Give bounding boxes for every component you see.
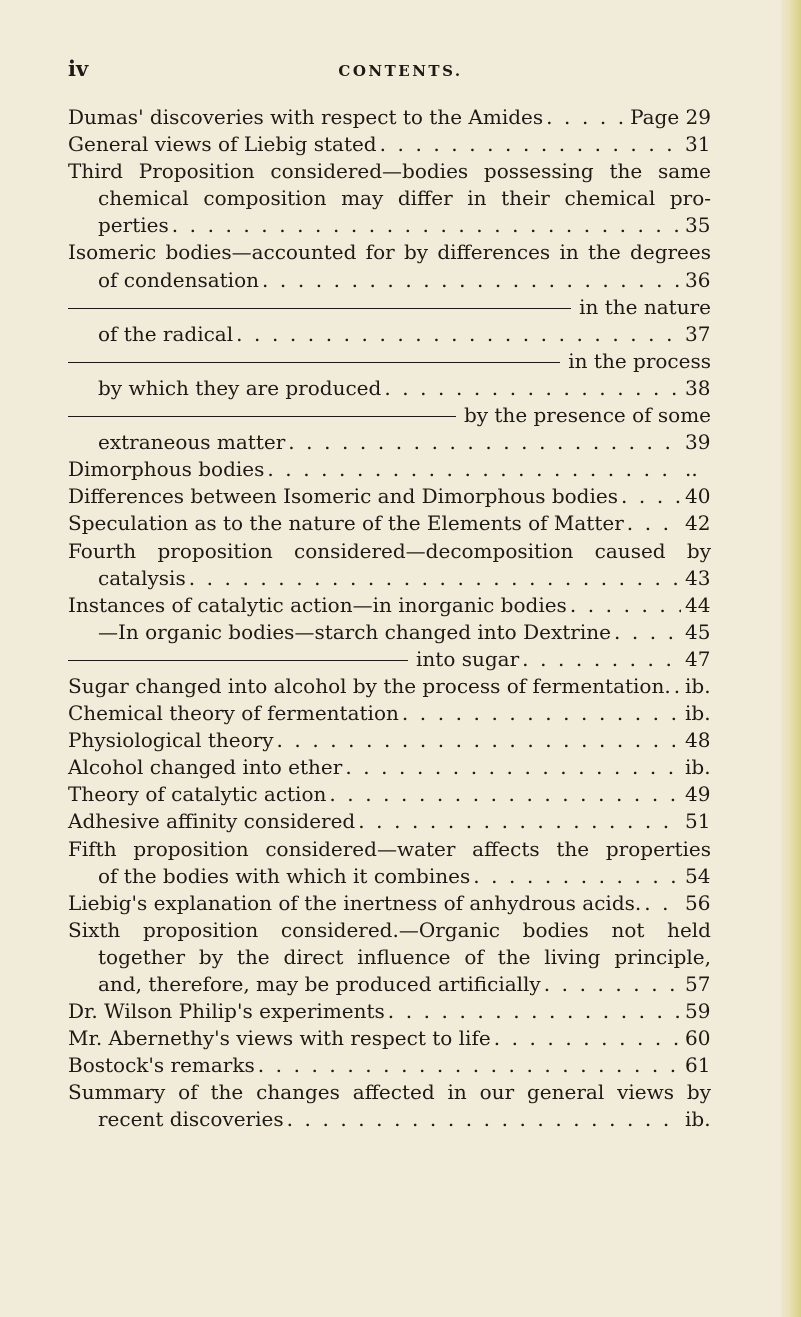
toc-page-number: 39 [685, 430, 711, 455]
toc-entry-line [68, 429, 711, 456]
toc-entry-title: of the radical [98, 321, 234, 346]
ditto-line [68, 402, 711, 429]
toc-entry-line [68, 754, 711, 781]
ditto-rule [68, 362, 560, 363]
leader-dots [277, 727, 681, 754]
toc-entry-title: Dumas' discoveries with respect to the Amides [68, 105, 544, 129]
toc-entry-line: Sixth proposition considered.—Organic bodies not held [68, 917, 711, 942]
toc-entry-line [68, 1052, 711, 1079]
toc-entry [68, 727, 711, 754]
toc-page-number: 56 [685, 890, 711, 915]
toc-page-number: ib. [685, 1107, 711, 1132]
toc-entry-title: and, therefore, may be produced artificially [98, 972, 541, 996]
toc-entry-title: Speculation as to the nature of the Elements of Matter [68, 511, 624, 536]
leader-dots [345, 754, 681, 781]
toc-entry-line [68, 863, 711, 890]
toc-entry-line [68, 321, 711, 348]
toc-page-number: 40 [685, 484, 711, 509]
leader-dots [258, 1052, 681, 1079]
toc-entry [68, 917, 711, 998]
page-header [0, 56, 801, 86]
leader-dots [402, 700, 681, 727]
toc-entry-line [68, 456, 711, 483]
toc-entry-line [68, 998, 711, 1025]
toc-entry-title: Theory of catalytic action [68, 782, 327, 807]
toc-entry [68, 1079, 711, 1133]
toc-entry [68, 348, 711, 402]
toc-page-number: 49 [685, 782, 711, 807]
toc-entry-title: General views of Liebig stated [68, 132, 377, 157]
toc-page-number: ib. [685, 755, 711, 780]
toc-page-number: 38 [685, 375, 711, 400]
toc-entry [68, 104, 711, 131]
toc-page-number: ib. [685, 701, 711, 726]
toc-entry-line [68, 781, 711, 808]
toc-entry [68, 781, 711, 808]
toc-entry [68, 754, 711, 781]
toc-page-number: 31 [685, 132, 711, 157]
toc-entry-line [68, 131, 711, 158]
toc-entry-line [68, 1106, 711, 1133]
ditto-rule [68, 660, 408, 661]
toc-page-number: ib. [685, 673, 711, 698]
toc-entry-title: extraneous matter [98, 430, 286, 455]
toc-entry [68, 619, 711, 646]
toc-entry [68, 510, 711, 537]
leader-dots [267, 456, 681, 483]
leader-dots [388, 998, 681, 1025]
toc-entry-title: Mr. Abernethy's views with respect to life [68, 1026, 491, 1051]
toc-entry [68, 483, 711, 510]
toc-entry-title: Chemical theory of fermentation [68, 701, 399, 726]
toc-entry-line [68, 700, 711, 727]
toc-entry-title: Physiological theory [68, 728, 274, 753]
toc-entry-title: by the presence of some [463, 403, 711, 428]
toc-entry-line: Fifth proposition considered—water affects the properties [68, 836, 711, 861]
toc-entry-title: Dr. Wilson Philip's experiments [68, 999, 385, 1024]
page-edge [781, 0, 801, 1317]
toc-entry-title: by which they are produced [98, 375, 382, 400]
toc-entry-line [68, 565, 711, 592]
toc-entry [68, 592, 711, 619]
toc-entry-title: Differences between Isomeric and Dimorphous bodies [68, 484, 618, 509]
page-number: iv [68, 56, 89, 81]
toc-entry [68, 890, 711, 917]
leader-dots [494, 1025, 681, 1052]
toc-entry-line [68, 592, 711, 619]
toc-page-number: 43 [685, 565, 711, 590]
toc-entry-line: Third Proposition considered—bodies possessing the same [68, 159, 711, 184]
toc-entry-line [68, 727, 711, 754]
toc-entry [68, 402, 711, 456]
toc-entry [68, 1052, 711, 1079]
leader-dots [287, 1106, 681, 1133]
toc-entry-line: together by the direct influence of the living principle, [98, 944, 711, 969]
toc-entry [68, 998, 711, 1025]
toc-page-number: 54 [685, 863, 711, 888]
toc-entry-title: of the bodies with which it combines [98, 863, 471, 888]
leader-dots [380, 131, 681, 158]
leader-dots [614, 619, 681, 646]
toc-entry [68, 294, 711, 348]
toc-entry [68, 456, 711, 483]
toc-entry-line [68, 673, 711, 700]
toc-entry [68, 646, 711, 673]
toc-page-number: 37 [685, 321, 711, 346]
leader-dots [172, 212, 681, 239]
leader-dots [546, 104, 626, 131]
toc-page-number: 44 [685, 592, 711, 617]
toc-entry-line: Isomeric bodies—accounted for by differences in the degrees [68, 240, 711, 265]
toc-entry-title: catalysis [98, 565, 186, 590]
leader-dots [544, 971, 681, 998]
toc-page-number: .. [685, 457, 698, 482]
leader-dots [644, 890, 681, 917]
leader-dots [621, 483, 681, 510]
ditto-line [68, 294, 711, 321]
toc-page-number: 48 [685, 728, 711, 753]
leader-dots [358, 808, 681, 835]
toc-entry-title: of condensation [98, 267, 259, 292]
toc-entry-title: Adhesive affinity considered [68, 809, 356, 834]
toc-entry [68, 239, 711, 293]
ditto-line [68, 646, 711, 673]
toc-page-number: 60 [685, 1026, 711, 1051]
toc-page-number: 51 [685, 809, 711, 834]
running-title: CONTENTS. [338, 62, 463, 80]
leader-dots [384, 375, 681, 402]
toc-entry [68, 538, 711, 592]
leader-dots [189, 565, 681, 592]
toc-entry [68, 808, 711, 835]
ditto-rule [68, 308, 571, 309]
leader-dots [473, 863, 681, 890]
toc-entry [68, 700, 711, 727]
toc-entry-line: Summary of the changes affected in our general views by [68, 1080, 711, 1105]
ditto-rule [68, 416, 456, 417]
toc-page-number: 61 [685, 1053, 711, 1078]
toc-entry-line [68, 1025, 711, 1052]
toc-page-number: 35 [685, 213, 711, 238]
leader-dots [674, 673, 681, 700]
toc-entry [68, 158, 711, 239]
toc-page-number: 47 [685, 646, 711, 671]
toc-page-number: 59 [685, 999, 711, 1024]
toc-entry-title: Sugar changed into alcohol by the process of fermentation. [68, 673, 671, 698]
toc-entry-line [68, 890, 711, 917]
toc-page-number: Page 29 [630, 105, 711, 129]
toc-entry-title: in the nature [579, 294, 711, 319]
toc-entry-line [68, 104, 711, 131]
leader-dots [627, 510, 681, 537]
leader-dots [329, 781, 681, 808]
toc-entry-title: Bostock's remarks [68, 1053, 255, 1078]
toc-entry-title: Instances of catalytic action—in inorganic bodies [68, 592, 567, 617]
toc-entry-title: perties [98, 213, 169, 238]
toc-entry-title: in the process [568, 348, 711, 373]
toc-entry [68, 836, 711, 890]
toc-entry-line [68, 267, 711, 294]
toc-page-number: 57 [685, 972, 711, 996]
toc-entry-line [68, 510, 711, 537]
toc-entry-line: chemical composition may differ in their chemical pro- [98, 186, 711, 211]
toc-entry-line [68, 375, 711, 402]
toc-entry-line [68, 808, 711, 835]
toc-entry-title: Dimorphous bodies [68, 457, 265, 482]
toc-entry [68, 673, 711, 700]
toc-entry-title: —In organic bodies—starch changed into Dextrine [98, 619, 611, 644]
leader-dots [522, 646, 681, 673]
toc-page-number: 36 [685, 267, 711, 292]
toc-entry-title: into sugar [416, 646, 520, 671]
toc-entry [68, 131, 711, 158]
ditto-line [68, 348, 711, 375]
toc-entry-title: Liebig's explanation of the inertness of anhydrous acids. [68, 890, 642, 915]
toc-entry-line: Fourth proposition considered—decomposition caused by [68, 538, 711, 563]
leader-dots [288, 429, 681, 456]
toc-page-number: 45 [685, 619, 711, 644]
toc-entry-line [68, 971, 711, 998]
leader-dots [236, 321, 681, 348]
table-of-contents [68, 104, 711, 1134]
toc-entry [68, 1025, 711, 1052]
toc-entry-line [68, 483, 711, 510]
toc-entry-title: recent discoveries [98, 1107, 284, 1132]
toc-entry-line [68, 212, 711, 239]
toc-entry-title: Alcohol changed into ether [68, 755, 343, 780]
leader-dots [262, 267, 681, 294]
leader-dots [570, 592, 681, 619]
toc-page-number: 42 [685, 511, 711, 536]
toc-entry-line [68, 619, 711, 646]
